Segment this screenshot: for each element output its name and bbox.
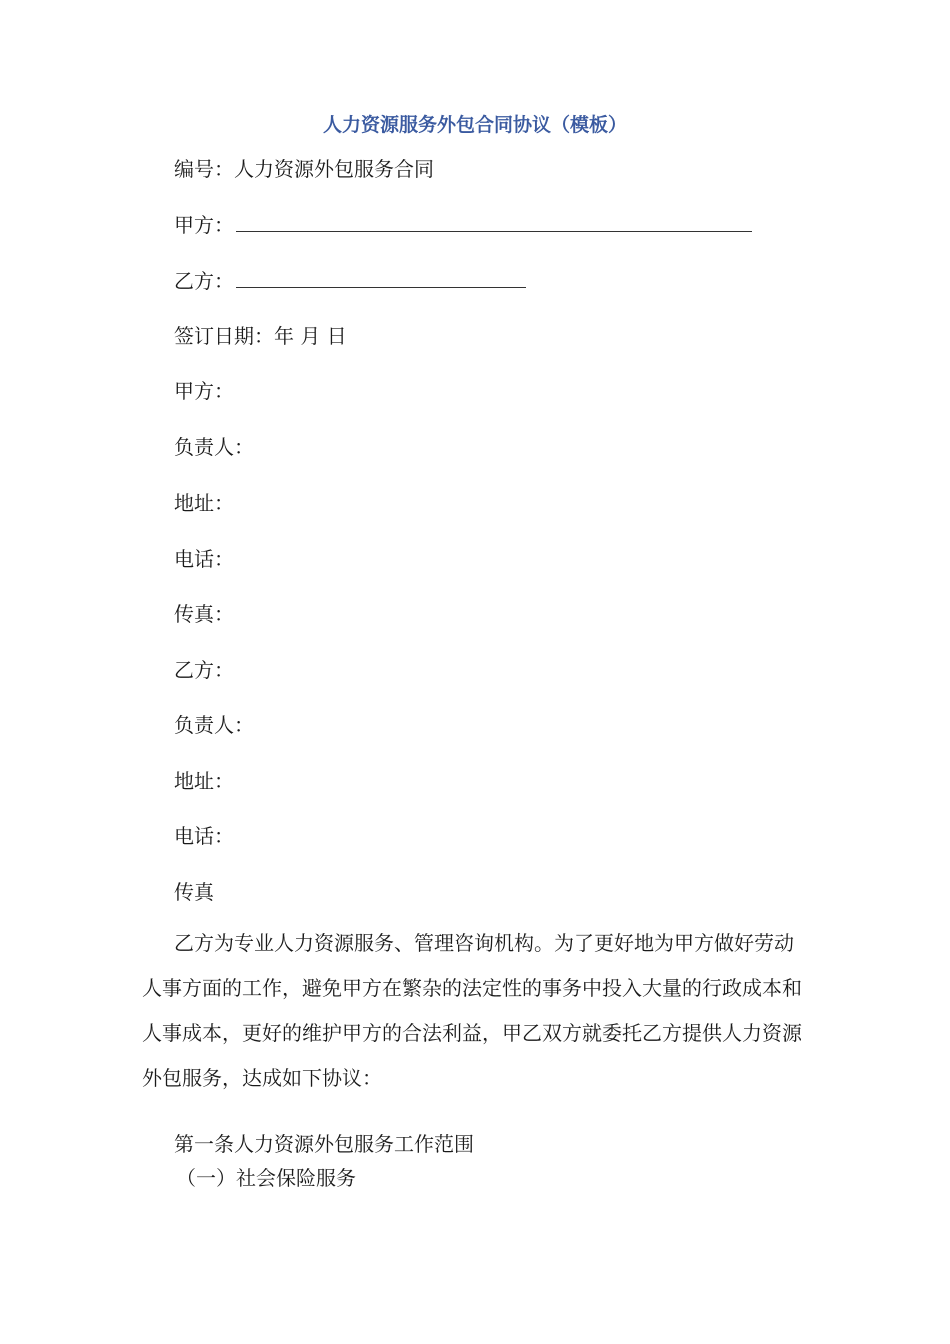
party-a-line — [174, 209, 752, 238]
article-1-heading: 第一条人力资源外包服务工作范围 — [174, 1132, 474, 1156]
party-a-blank — [236, 213, 752, 232]
party-b-address: 地址： — [174, 769, 234, 793]
party-b-blank — [236, 269, 526, 288]
party-b-contact: 负责人： — [174, 713, 254, 737]
party-a-section-label: 甲方： — [174, 379, 234, 403]
party-a-contact: 负责人： — [174, 435, 254, 459]
party-b-fax: 传真 — [174, 880, 214, 904]
intro-paragraph: 乙方为专业人力资源服务、管理咨询机构。为了更好地为甲方做好劳动人事方面的工作，避免甲方在繁杂的法定性的事务中投入大量的行政成本和人事成本，更好的维护甲方的合法利益，甲乙双方就委托乙方提供人力资源外包服务，达成如下协议： — [142, 931, 802, 1090]
party-b-phone: 电话： — [174, 824, 234, 848]
party-a-label: 甲方： — [174, 213, 234, 237]
party-b-line — [174, 265, 526, 294]
party-a-fax: 传真： — [174, 602, 234, 626]
contract-number: 编号：人力资源外包服务合同 — [174, 157, 434, 181]
article-1-item-1: （一）社会保险服务 — [176, 1166, 356, 1190]
sign-date: 签订日期：年 月 日 — [174, 324, 347, 348]
party-b-label: 乙方： — [174, 269, 234, 293]
party-b-section-label: 乙方： — [174, 658, 234, 682]
document-title: 人力资源服务外包合同协议（模板） — [322, 114, 627, 136]
party-a-phone: 电话： — [174, 547, 234, 571]
party-a-address: 地址： — [174, 491, 234, 515]
